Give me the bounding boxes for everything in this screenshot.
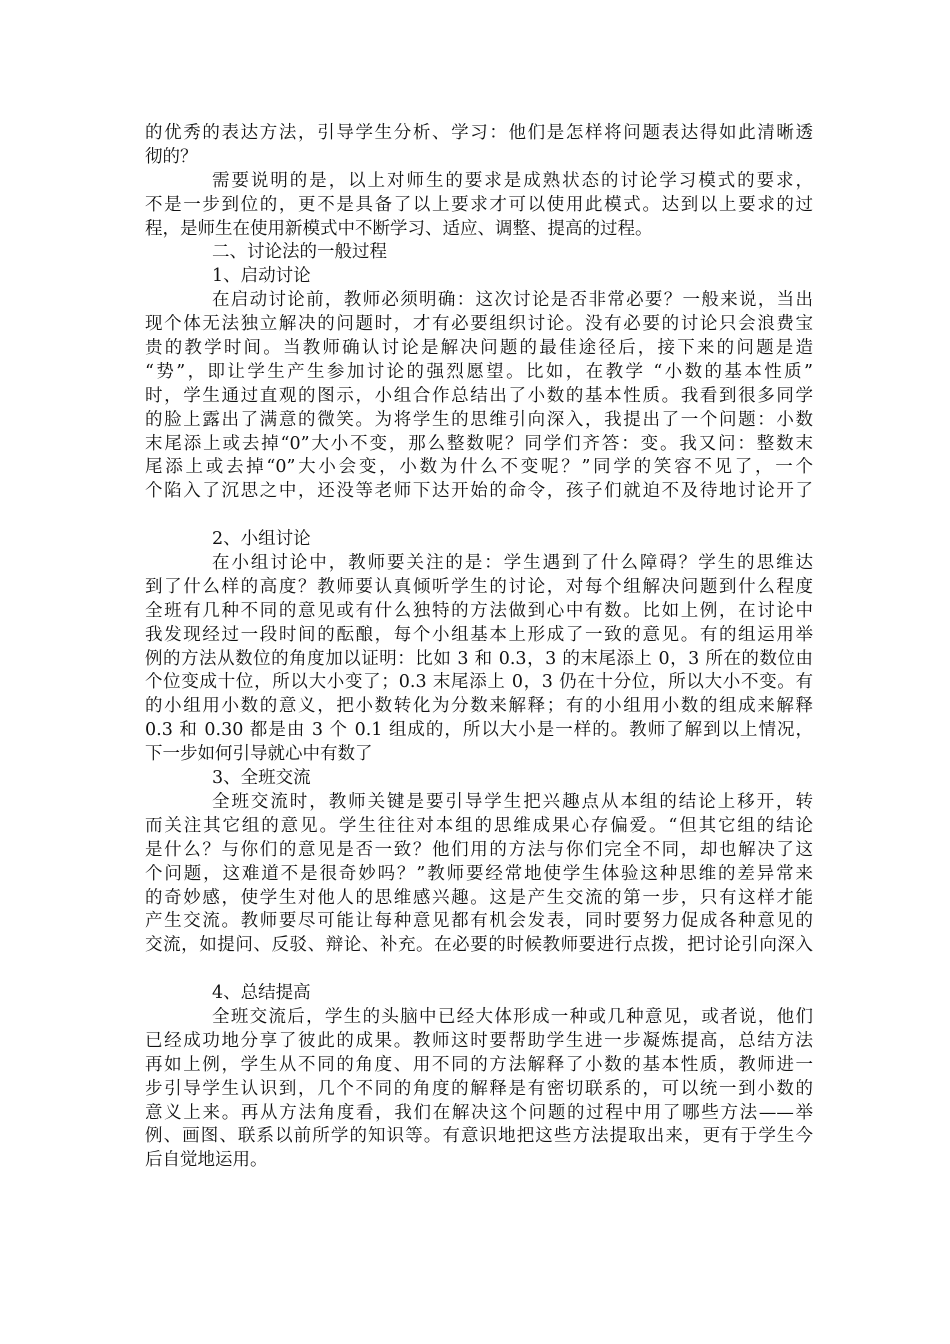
text-line: “势”，即让学生产生参加讨论的强烈愿望。比如，在教学 “小数的基本性质” (145, 361, 813, 382)
text-line: 下一步如何引导就心中有数了 (145, 744, 373, 765)
blank-line (145, 958, 813, 982)
text-line: 二、讨论法的一般过程 (212, 242, 387, 263)
text-line: 的奇妙感，使学生对他人的思维感兴趣。这是产生交流的第一步，只有这样才能 (145, 887, 813, 908)
text-line: 的优秀的表达方法，引导学生分析、学习：他们是怎样将问题表达得如此清晰透 (145, 123, 813, 143)
text-line: 2、小组讨论 (212, 529, 311, 550)
text-line: 全班有几种不同的意见或有什么独特的方法做到心中有数。比如上例，在讨论中 (145, 600, 813, 621)
text-line: 例、画图、联系以前所学的知识等。有意识地把这些方法提取出来，更有于学生今 (145, 1126, 813, 1147)
text-line: 产生交流。教师要尽可能让每种意见都有机会发表，同时要努力促成各种意见的 (145, 911, 813, 932)
text-line: 已经成功地分享了彼此的成果。教师这时要帮助学生进一步凝炼提高，总结方法 (145, 1030, 813, 1051)
text-line: 个位变成十位，所以大小变了；0.3 末尾添上 0，3 仍在十分位，所以大小不变。有 (145, 672, 813, 693)
text-line: 需要说明的是，以上对师生的要求是成熟状态的讨论学习模式的要求， (212, 170, 813, 191)
text-line: 在小组讨论中，教师要关注的是：学生遇到了什么障碍？学生的思维达 (212, 553, 813, 574)
text-line: 4、总结提高 (212, 983, 311, 1004)
text-line: 尾添上或去掉“0”大小会变，小数为什么不变呢？”同学的笑容不见了，一个 (145, 457, 813, 478)
text-line: 3、全班交流 (212, 768, 311, 789)
text-line: 到了什么样的高度？教师要认真倾听学生的讨论，对每个组解决问题到什么程度 (145, 576, 813, 597)
text-line: 现个体无法独立解决的问题时，才有必要组织讨论。没有必要的讨论只会浪费宝 (145, 314, 813, 335)
text-line: 再如上例，学生从不同的角度、用不同的方法解释了小数的基本性质，教师进一 (145, 1054, 813, 1075)
text-line: 交流，如提问、反驳、辩论、补充。在必要的时候教师要进行点拨，把讨论引向深入 (145, 935, 813, 956)
text-line: 而关注其它组的意见。学生往往对本组的思维成果心存偏爱。“但其它组的结论 (145, 815, 813, 836)
text-line: 我发现经过一段时间的酝酿，每个小组基本上形成了一致的意见。有的组运用举 (145, 624, 813, 645)
text-line: 个陷入了沉思之中，还没等老师下达开始的命令，孩子们就迫不及待地讨论开了 (145, 481, 813, 502)
text-line: 在启动讨论前，教师必须明确：这次讨论是否非常必要？一般来说，当出 (212, 290, 813, 311)
text-line: 贵的教学时间。当教师确认讨论是解决问题的最佳途径后，接下来的问题是造 (145, 338, 813, 359)
text-line: 全班交流后，学生的头脑中已经大体形成一种或几种意见，或者说，他们 (212, 1006, 813, 1027)
text-line: 0.3 和 0.30 都是由 3 个 0.1 组成的，所以大小是一样的。教师了解到以上情况， (145, 720, 813, 741)
text-line: 不是一步到位的，更不是具备了以上要求才可以使用此模式。达到以上要求的过 (145, 194, 813, 215)
text-line: 时，学生通过直观的图示，小组合作总结出了小数的基本性质。我看到很多同学 (145, 385, 813, 406)
text-line: 例的方法从数位的角度加以证明：比如 3 和 0.3，3 的末尾添上 0，3 所在的数位由 (145, 648, 813, 669)
text-line: 是什么？与你们的意见是否一致？他们用的方法与你们完全不同，却也解决了这 (145, 839, 813, 860)
text-line: 的脸上露出了满意的微笑。为将学生的思维引向深入，我提出了一个问题：小数 (145, 409, 813, 430)
blank-line (145, 504, 813, 528)
text-line: 步引导学生认识到，几个不同的角度的解释是有密切联系的，可以统一到小数的 (145, 1078, 813, 1099)
text-line: 程，是师生在使用新模式中不断学习、适应、调整、提高的过程。 (145, 218, 653, 239)
text-line: 后自觉地运用。 (145, 1150, 268, 1171)
text-line: 1、启动讨论 (212, 266, 311, 287)
document-body (145, 122, 813, 1173)
text-line: 全班交流时，教师关键是要引导学生把兴趣点从本组的结论上移开，转 (212, 791, 813, 812)
text-line: 意义上来。再从方法角度看，我们在解决这个问题的过程中用了哪些方法——举 (145, 1102, 813, 1123)
text-line: 个问题，这难道不是很奇妙吗？”教师要经常地使学生体验这种思维的差异常来 (145, 863, 813, 884)
text-line: 的小组用小数的意义，把小数转化为分数来解释；有的小组用小数的组成来解释 (145, 696, 813, 717)
text-line: 彻的？ (145, 146, 198, 167)
text-line: 末尾添上或去掉“0”大小不变，那么整数呢？同学们齐答：变。我又问：整数末 (145, 433, 813, 454)
